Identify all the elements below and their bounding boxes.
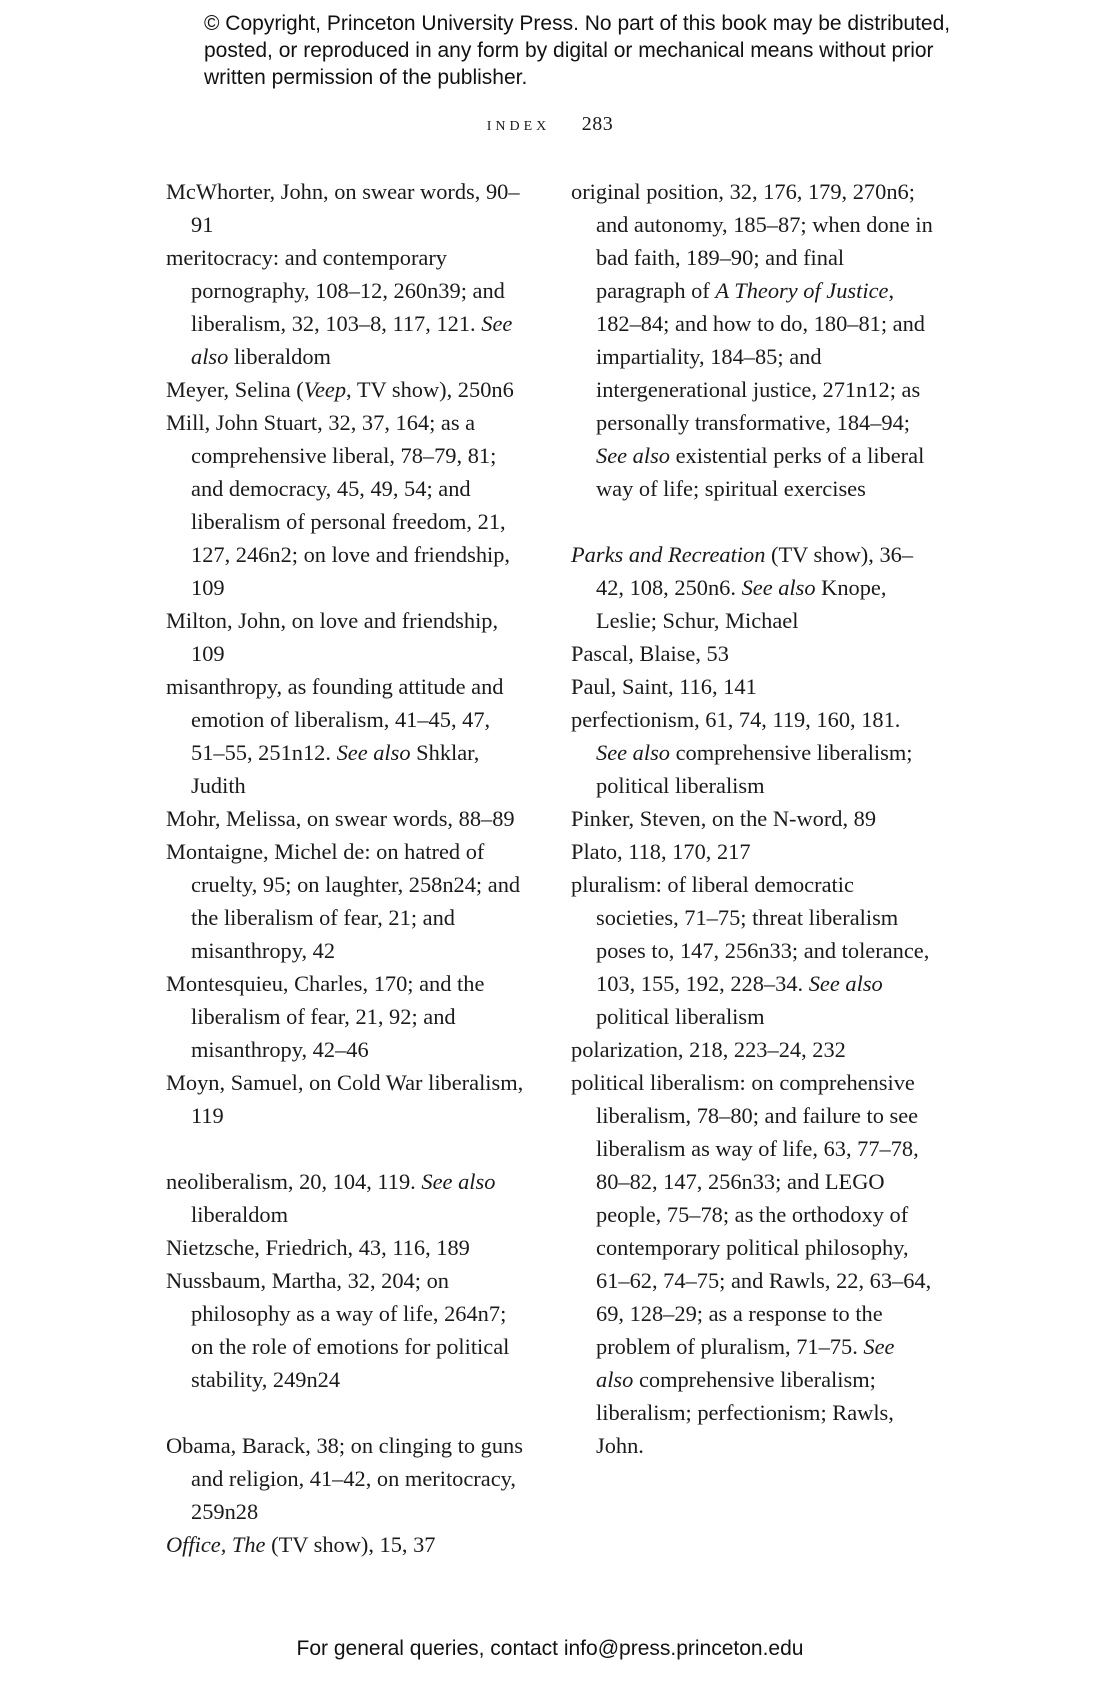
index-entry: meritocracy: and contemporary pornography, 108–12, 260n39; and liberalism, 32, 103–8, 117, 121. See also liberaldom — [166, 245, 513, 369]
index-entry: Plato, 118, 170, 217 — [571, 839, 751, 864]
index-entry: misanthropy, as founding attitude and emotion of liberalism, 41–45, 47, 51–55, 251n12. See also Shklar, Judith — [166, 674, 504, 798]
index-entry: Obama, Barack, 38; on clinging to guns and religion, 41–42, on meritocracy, 259n28 — [166, 1433, 523, 1524]
index-entry: Mohr, Melissa, on swear words, 88–89 — [166, 806, 515, 831]
running-head — [0, 113, 1100, 136]
index-entry: perfectionism, 61, 74, 119, 160, 181. See also comprehensive liberalism; political liberalism — [571, 707, 913, 798]
index-entry: neoliberalism, 20, 104, 119. See also liberaldom — [166, 1169, 496, 1227]
copyright-notice: © Copyright, Princeton University Press. No part of this book may be distributed, posted, or reproduced in any form by digital or mechanical means without prior written permission of the publisher. — [204, 12, 951, 89]
index-entry: Nietzsche, Friedrich, 43, 116, 189 — [166, 1235, 470, 1260]
index-entry: Parks and Recreation (TV show), 36–42, 108, 250n6. See also Knope, Leslie; Schur, Michael — [571, 542, 914, 633]
index-entry: Milton, John, on love and friendship, 109 — [166, 608, 499, 666]
index-entry: political liberalism: on comprehensive liberalism, 78–80; and failure to see liberalism as way of life, 63, 77–78, 80–82, 147, 256n33; and LEGO people, 75–78; as the orthodoxy of contemporary political philosophy, 61–62, 74–75; and Rawls, 22, 63–64, 69, 128–29; as a response to the problem of pluralism, 71–75. See also comprehensive liberalism; liberalism; perfectionism; Rawls, John. — [571, 1070, 932, 1458]
index-entry: Office, The (TV show), 15, 37 — [166, 1532, 436, 1557]
section-label: index — [486, 113, 551, 135]
index-entry: original position, 32, 176, 179, 270n6; and autonomy, 185–87; when done in bad faith, 189–90; and final paragraph of A Theory of Justice, 182–84; and how to do, 180–81; and impartiality, 184–85; and intergenerational justice, 271n12; as personally transformative, 184–94; See also existential perks of a liberal way of life; spiritual exercises — [571, 179, 933, 501]
index-column-right — [571, 175, 936, 1462]
index-entry: Mill, John Stuart, 32, 37, 164; as a comprehensive liberal, 78–79, 81; and democracy, 45, 49, 54; and liberalism of personal freedom, 21, 127, 246n2; on love and friendship, 109 — [166, 410, 511, 600]
index-entry: Paul, Saint, 116, 141 — [571, 674, 757, 699]
footer-contact: For general queries, contact info@press.princeton.edu — [296, 1637, 804, 1660]
index-entry: McWhorter, John, on swear words, 90–91 — [166, 179, 520, 237]
page-number: 283 — [581, 113, 614, 135]
index-entry: pluralism: of liberal democratic societies, 71–75; threat liberalism poses to, 147, 256n33; and tolerance, 103, 155, 192, 228–34. See also political liberalism — [571, 872, 930, 1029]
index-entry: Montesquieu, Charles, 170; and the liberalism of fear, 21, 92; and misanthropy, 42–46 — [166, 971, 485, 1062]
index-entry: polarization, 218, 223–24, 232 — [571, 1037, 846, 1062]
index-entry: Meyer, Selina (Veep, TV show), 250n6 — [166, 377, 514, 402]
index-entry: Nussbaum, Martha, 32, 204; on philosophy as a way of life, 264n7; on the role of emotions for political stability, 249n24 — [166, 1268, 510, 1392]
index-entry: Moyn, Samuel, on Cold War liberalism, 119 — [166, 1070, 524, 1128]
index-entry: Pascal, Blaise, 53 — [571, 641, 729, 666]
index-entry: Montaigne, Michel de: on hatred of cruelty, 95; on laughter, 258n24; and the liberalism of fear, 21; and misanthropy, 42 — [166, 839, 521, 963]
index-column-left — [166, 175, 528, 1561]
index-entry: Pinker, Steven, on the N-word, 89 — [571, 806, 877, 831]
